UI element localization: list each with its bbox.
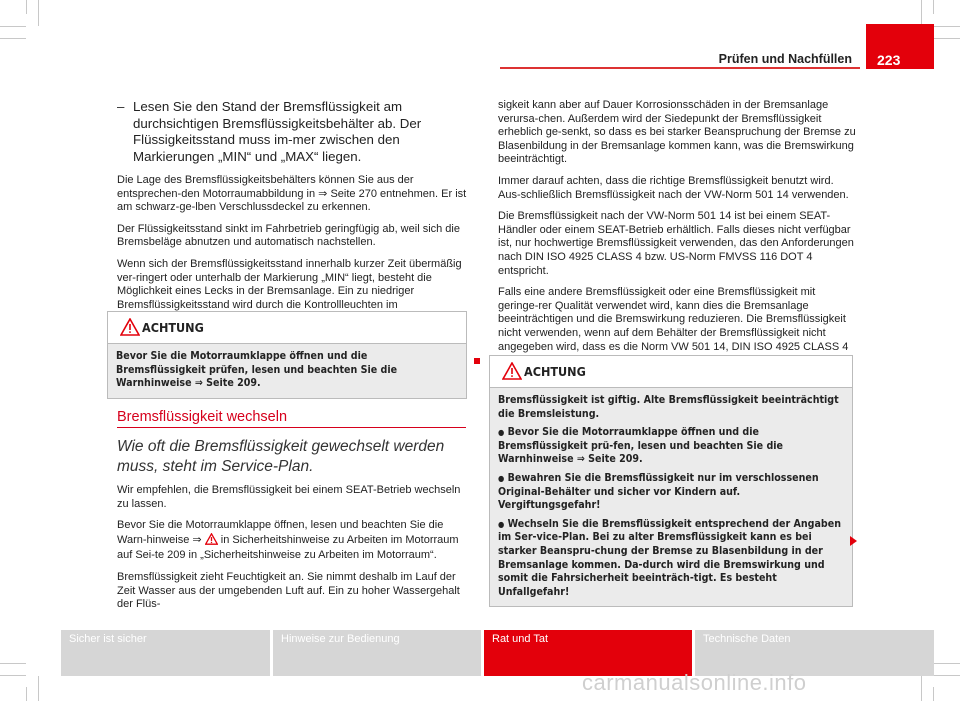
- crop-mark: [26, 0, 27, 14]
- crop-mark: [0, 38, 26, 39]
- header-rule: [500, 67, 860, 69]
- paragraph-part: Bevor Sie die Motorraumklappe öffnen, lesen und beachten Sie die Warn-hinweise ⇒: [117, 519, 444, 546]
- crop-mark: [38, 0, 39, 26]
- paragraph: [117, 519, 467, 563]
- paragraph: Wenn sich der Bremsflüssigkeitsstand innerhalb kurzer Zeit übermäßig ver-ringert oder unterhalb der Markierung „MIN“ liegt, besteht die Möglichkeit eines Lecks in der Bremsanlage. Ein zu niedriger Bremsflüssigkeitsstand wird durch die Kontrollleuchten im: [117, 257, 462, 311]
- crop-mark: [933, 687, 934, 701]
- warning-bullet-item: [498, 518, 844, 600]
- right-column: [498, 99, 856, 376]
- list-dash: –: [117, 99, 125, 114]
- paragraph: Falls eine andere Bremsflüssigkeit oder eine Bremsflüssigkeit mit geringe-rer Qualität verwendet wird, kann dies die Bremsanlage beeinträchtigen und die Bremswirkung reduzieren. Die Bremsflüssigkeit nicht verwenden, wenn auf dem Behälter der Bremsflüssigkeit nicht angegeben wird, dass es die Norm VW 501 14, DIN ISO 4925 CLASS 4: [498, 286, 849, 353]
- bullet: ●: [498, 519, 505, 529]
- section-subtitle: Wie oft die Bremsflüssigkeit gewechselt werden muss, steht im Service-Plan.: [117, 438, 445, 475]
- paragraph: Wir empfehlen, die Bremsflüssigkeit bei einem SEAT-Betrieb wechseln zu lassen.: [117, 484, 461, 510]
- footer-tab-technische-daten[interactable]: Technische Daten: [695, 630, 934, 676]
- warning-label: ACHTUNG: [524, 364, 586, 379]
- crop-mark: [934, 663, 960, 664]
- warning-ref-icon: [205, 533, 218, 550]
- left-column: [117, 99, 467, 334]
- paragraph: Die Lage des Bremsflüssigkeitsbehälters können Sie aus der entsprechen-den Motorraumabbildung in ⇒ Seite 270 entnehmen. Er ist am schwarz-ge-lben Verschlussdeckel zu erkennen.: [117, 174, 467, 214]
- warning-paragraph: Bevor Sie die Motorraumklappe öffnen und die Bremsflüssigkeit prüfen, lesen und beachten Sie die Warnhinweise ⇒ Seite 209.: [116, 350, 398, 390]
- paragraph: Immer darauf achten, dass die richtige Bremsflüssigkeit benutzt wird. Aus-schließlich Bremsflüssigkeit nach der VW-Norm 501 14 verwenden.: [498, 174, 849, 201]
- bullet: ●: [498, 428, 505, 438]
- warning-header: [108, 312, 466, 344]
- bullet-text: Bevor Sie die Motorraumklappe öffnen und die Bremsflüssigkeit prü-fen, lesen und beachten Sie die Warnhinweise ⇒ Seite 209.: [498, 426, 784, 466]
- warning-header: [490, 356, 852, 388]
- crop-mark: [934, 38, 960, 39]
- paragraph: Bremsflüssigkeit zieht Feuchtigkeit an. Sie nimmt deshalb im Lauf der Zeit Wasser aus der umgebenden Luft auf. Ein zu hoher Wassergehalt der Flüs-: [117, 570, 460, 611]
- page-number: 223: [866, 24, 934, 69]
- crop-mark: [0, 675, 26, 676]
- running-header: Prüfen und Nachfüllen: [718, 52, 852, 66]
- lead-instruction: [117, 99, 467, 165]
- crop-mark: [0, 26, 26, 27]
- warning-bullet-item: [498, 426, 844, 467]
- paragraph-part: in Sicherheitshinweise zu Arbeiten im Motorraum auf Sei-te 209 in „Sicherheitshinweise zu Arbeiten im Motorraum“.: [117, 533, 459, 562]
- paragraph: sigkeit kann aber auf Dauer Korrosionsschäden in der Bremsanlage verursa-chen. Außerdem wird der Siedepunkt der Bremsflüssigkeit erheblich ge-senkt, so dass es bei starker Beanspruchung der Bremse zu Blasenbildung in der Bremsanlage kommen kann, was die Bremswirkung beeinträchtigt.: [498, 99, 856, 166]
- footer-tab-rat-und-tat[interactable]: Rat und Tat: [484, 630, 692, 676]
- crop-mark: [934, 26, 960, 27]
- warning-icon: [502, 362, 522, 384]
- crop-mark: [26, 687, 27, 701]
- footer-tab-bedienung[interactable]: Hinweise zur Bedienung: [273, 630, 481, 676]
- warning-box: [489, 355, 853, 607]
- bullet: ●: [498, 473, 505, 483]
- bullet-text: Bewahren Sie die Bremsflüssigkeit nur im verschlossenen Original-Behälter und sicher vor Kindern auf. Vergiftungsgefahr!: [498, 471, 819, 512]
- crop-mark: [921, 676, 922, 701]
- section-rule: [117, 427, 466, 428]
- end-mark: [474, 358, 480, 364]
- watermark: carmanualsonline.info: [582, 670, 807, 695]
- crop-mark: [921, 0, 922, 26]
- warning-icon: [120, 318, 140, 340]
- lead-text: Lesen Sie den Stand der Bremsflüssigkeit am durchsichtigen Bremsflüssigkeitsbehälter ab. Der Flüssigkeitsstand muss im-mer zwischen den Markierungen „MIN“ und „MAX“ liegen.: [133, 99, 422, 164]
- continue-arrow-icon: [850, 536, 857, 546]
- crop-mark: [934, 675, 960, 676]
- footer-tab-sicher[interactable]: Sicher ist sicher: [61, 630, 270, 676]
- crop-mark: [0, 663, 26, 664]
- paragraph: Der Flüssigkeitsstand sinkt im Fahrbetrieb geringfügig ab, weil sich die Bremsbeläge abnutzen und automatisch nachstellen.: [117, 222, 460, 249]
- crop-mark: [38, 676, 39, 701]
- warning-box: [107, 311, 467, 399]
- warning-bullet-item: [498, 472, 844, 513]
- warning-text: [108, 344, 466, 398]
- crop-mark: [933, 0, 934, 14]
- warning-paragraph: Bremsflüssigkeit ist giftig. Alte Bremsflüssigkeit beeinträchtigt die Bremsleistung.: [498, 394, 839, 420]
- bullet-text: Wechseln Sie die Bremsflüssigkeit entsprechend der Angaben im Ser-vice-Plan. Bei zu alter Bremsflüssigkeit kann es bei starker Beanspru-chung der Bremse zu Blasenbildung in der Bremsanlage kommen. Da-durch wird die Bremswirkung und somit die Fahrsicherheit beeinträch-tigt. Es besteht Unfallgefahr!: [498, 517, 842, 598]
- warning-text: [490, 388, 852, 606]
- warning-label: ACHTUNG: [142, 320, 204, 335]
- left-column-lower: [117, 484, 467, 620]
- section-title: Bremsflüssigkeit wechseln: [117, 409, 288, 425]
- paragraph: Die Bremsflüssigkeit nach der VW-Norm 501 14 ist bei einem SEAT-Händler oder einem SEAT-Betrieb erhältlich. Falls dieses nicht verfügbar ist, nur hochwertige Bremsflüssigkeit verwenden, das den Anforderungen nach DIN ISO 4925 CLASS 4 bzw. US-Norm FMVSS 116 DOT 4 entspricht.: [498, 210, 854, 277]
